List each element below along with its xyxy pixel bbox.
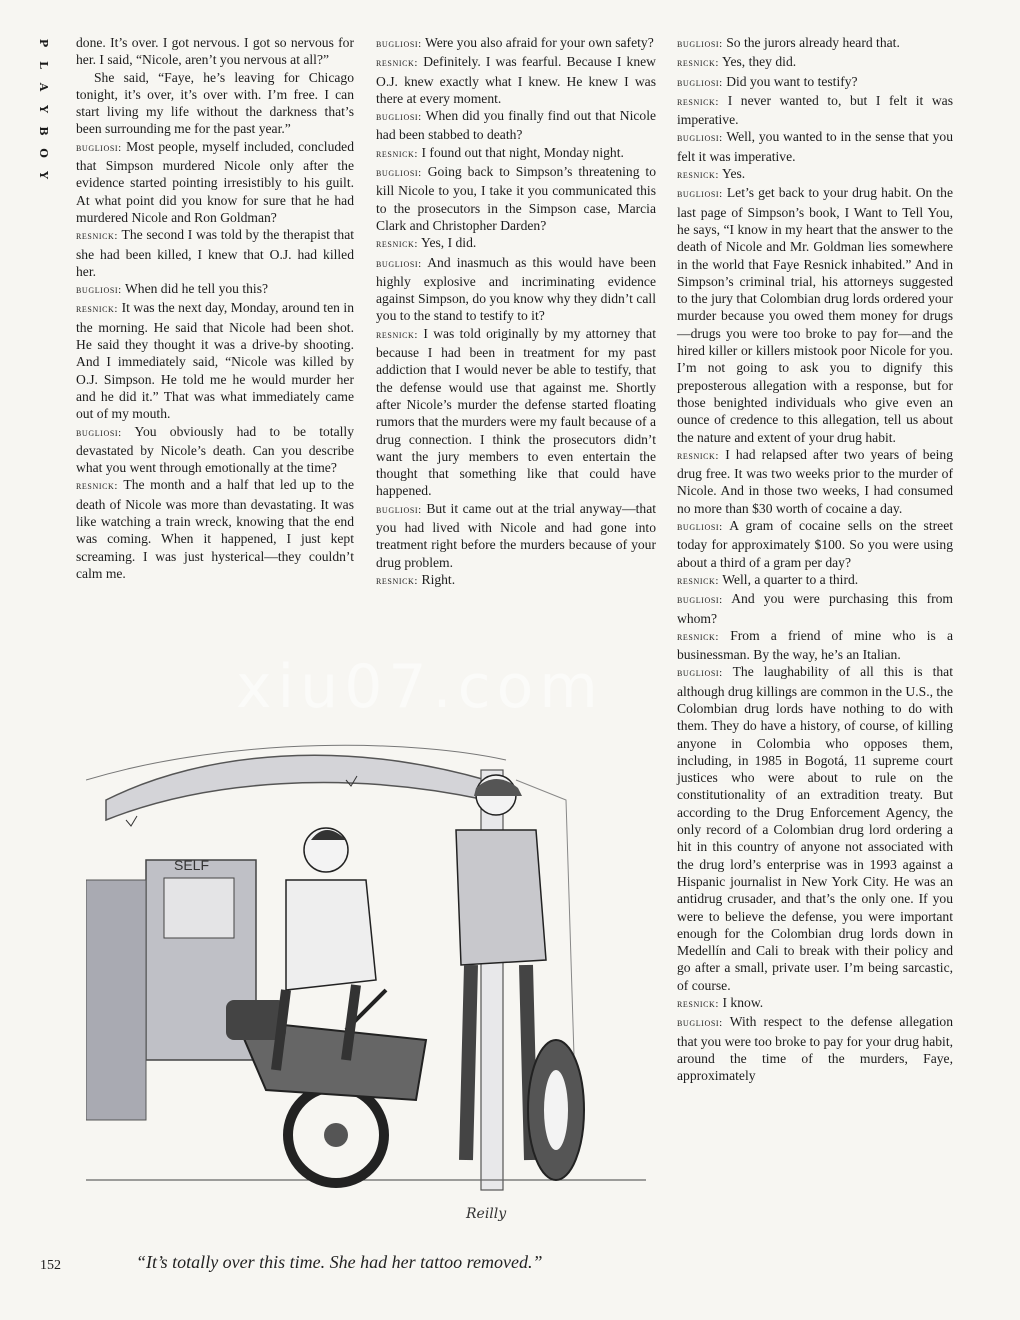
paragraph-text: She said, “Faye, he’s leaving for Chicago tonight, it’s over, it’s over with. I’m free. I can start living my life without the darkness that’s been surrounding me for the past year.”: [76, 69, 354, 137]
interview-paragraph: [76, 476, 354, 582]
interview-paragraph: [677, 663, 953, 994]
speaker-label: bugliosi:: [76, 426, 122, 439]
text-column-2: [376, 34, 656, 590]
magazine-name-letter: L: [37, 61, 50, 69]
interview-paragraph: [376, 571, 656, 590]
paragraph-text: From a friend of mine who is a businessman. By the way, he’s an Italian.: [677, 627, 953, 663]
speaker-label: bugliosi:: [677, 667, 723, 680]
paragraph-text: The month and a half that led up to the death of Nicole was more than devastating. It was like watching a train wreck, knowing that the end was coming. When it happened, I just kept screaming. I was just hysterical—they couldn’t calm me.: [76, 477, 354, 581]
paragraph-text: But it came out at the trial anyway—that you had lived with Nicole and had gone into treatment right before the murders because of your drug problem.: [376, 500, 657, 570]
paragraph-text: So the jurors already heard that.: [726, 35, 900, 50]
interview-paragraph: [677, 517, 953, 571]
interview-paragraph: [677, 34, 953, 53]
pump-sign-text: SELF: [174, 857, 210, 873]
magazine-name-letter: B: [37, 126, 50, 136]
speaker-label: resnick:: [677, 630, 720, 643]
speaker-label: bugliosi:: [677, 188, 723, 201]
interview-paragraph: [376, 53, 656, 107]
interview-paragraph: [677, 128, 953, 165]
interview-paragraph: [76, 299, 354, 422]
text-column-1: [76, 34, 354, 582]
speaker-label: resnick:: [76, 230, 119, 243]
interview-paragraph: [677, 446, 953, 517]
interview-paragraph: [376, 34, 656, 53]
speaker-label: resnick:: [677, 57, 720, 70]
interview-paragraph: [677, 994, 953, 1013]
speaker-label: bugliosi:: [76, 141, 122, 154]
cartoon-illustration: [86, 740, 658, 1230]
speaker-label: resnick:: [376, 328, 419, 341]
page-number: 152: [40, 1258, 61, 1273]
speaker-label: bugliosi:: [376, 38, 422, 50]
interview-paragraph: [677, 184, 953, 445]
magazine-name-letter: O: [37, 148, 50, 158]
paragraph-text: Definitely. I was fearful. Because I knew O.J. knew exactly what I knew. He knew I was there at every moment.: [376, 54, 656, 106]
paragraph-text: Going back to Simpson’s threatening to kill Nicole to you, I take it you communicated this to the prosecutors in the Simpson case, Marcia Clark and Christopher Darden?: [376, 164, 656, 233]
paragraph-text: The second I was told by the therapist that she had been killed, I knew that O.J. had killed her.: [76, 227, 355, 279]
speaker-label: bugliosi:: [376, 111, 422, 124]
speaker-label: bugliosi:: [376, 257, 422, 270]
interview-paragraph: [677, 53, 953, 72]
speaker-label: resnick:: [677, 95, 720, 108]
cartoon-caption: “It’s totally over this time. She had her tattoo removed.”: [136, 1252, 543, 1272]
speaker-label: resnick:: [677, 169, 720, 182]
interview-paragraph: [677, 73, 953, 92]
interview-paragraph: [677, 571, 953, 590]
interview-paragraph: [677, 165, 953, 184]
speaker-label: bugliosi:: [376, 503, 422, 516]
artist-signature: Reilly: [466, 1206, 507, 1222]
paragraph-text: Most people, myself included, concluded that Simpson murdered Nicole only after the evidence started pointing irresistibly to his guilt. At what point did you know for sure that he had murdered Nicole and Ron Goldman?: [76, 138, 354, 225]
paragraph-text: Did you want to testify?: [726, 73, 858, 89]
magazine-name-letter: P: [37, 38, 50, 48]
magazine-name-vertical: [36, 32, 50, 186]
speaker-label: bugliosi:: [677, 594, 723, 607]
interview-paragraph: [376, 325, 656, 500]
paragraph-text: I was told originally by my attorney that because I had been in treatment for my past addiction that I would never be able to testify, that the defense would use that against me. Shortly after Nicole’s murder the defense started floating rumors that the murders were my fault because of a drug connection. I think the prosecutors didn’t want the jury members to even entertain the thought that something like that could have happened.: [376, 325, 656, 499]
interview-paragraph: [677, 92, 953, 129]
speaker-label: bugliosi:: [677, 76, 723, 89]
interview-paragraph: [76, 138, 354, 226]
speaker-label: resnick:: [376, 147, 419, 160]
paragraph-text: I found out that night, Monday night.: [421, 144, 624, 160]
watermark-text: xiu07.com: [236, 652, 604, 722]
paragraph-text: I know.: [722, 995, 764, 1011]
paragraph-text: When did he tell you this?: [124, 281, 269, 297]
interview-paragraph: [76, 423, 354, 477]
speaker-label: resnick:: [76, 303, 119, 316]
interview-paragraph: [677, 590, 953, 627]
speaker-label: bugliosi:: [677, 1017, 723, 1030]
speaker-label: resnick:: [76, 480, 119, 493]
speaker-label: resnick:: [376, 238, 419, 251]
paragraph-text: It was the next day, Monday, around ten in the morning. He said that Nicole had been shot. He said they thought it was a drive-by shooting. And I immediately said, “Nicole was killed by O.J. Simpson. He told me he would murder her and he did it.” That was what immediately came out of my mouth.: [76, 300, 354, 422]
paragraph-text: I never wanted to, but I felt it was imperative.: [677, 92, 953, 128]
speaker-label: resnick:: [376, 574, 419, 587]
interview-paragraph: [376, 144, 656, 163]
interview-paragraph: [76, 226, 354, 280]
paragraph-text: And you were purchasing this from whom?: [677, 591, 953, 626]
interview-paragraph: [677, 1013, 953, 1084]
interview-paragraph: [76, 280, 354, 299]
interview-paragraph: [376, 254, 656, 325]
paragraph-text: Well, you wanted to in the sense that you felt it was imperative.: [677, 129, 953, 164]
interview-paragraph: [376, 500, 656, 571]
interview-paragraph: [76, 69, 354, 138]
paragraph-text: I had relapsed after two years of being drug free. It was two weeks prior to the murder of Nicole. And in those two weeks, I had consumed no more than $30 worth of cocaine a day.: [677, 446, 953, 516]
speaker-label: bugliosi:: [76, 284, 122, 297]
magazine-name-letter: Y: [37, 171, 50, 179]
magazine-name-letter: A: [37, 82, 50, 92]
magazine-name-letter: Y: [37, 105, 50, 113]
paragraph-text: Well, a quarter to a third.: [722, 571, 859, 587]
speaker-label: bugliosi:: [677, 38, 723, 50]
text-column-3: [677, 34, 953, 1085]
speaker-label: resnick:: [677, 574, 720, 587]
interview-paragraph: [677, 627, 953, 664]
interview-paragraph: [376, 107, 656, 144]
paragraph-text: And inasmuch as this would have been highly explosive and incriminating evidence against Simpson, do you know why they didn’t call you to the stand to testify to it?: [376, 254, 656, 324]
paragraph-text: Yes, I did.: [421, 235, 477, 251]
interview-paragraph: [376, 234, 656, 253]
paragraph-text: Yes, they did.: [722, 54, 797, 70]
speaker-label: bugliosi:: [677, 521, 723, 534]
paragraph-text: You obviously had to be totally devastated by Nicole’s death. Can you describe what you went through emotionally at the time?: [76, 423, 354, 476]
paragraph-text: The laughability of all this is that although drug killings are common in the U.S., the Colombian drug lords have nothing to do with them. They do have a history, of course, of killing anyone in Colombia who opposes them, including, in 1985 in Bogotá, 11 supreme court justices who were about to rule on the constitutionality of an extradition treaty. But according to the Drug Enforcement Agency, the only record of a Colombian drug lord ordering a hit in this country of anyone not associated with the drug lord’s enterprise was in 1993 against a Hispanic journalist in New York City. He was an antidrug crusader, and that’s the only one. If you were to believe the defense, you were important enough for the Colombian drug lords down in Medellín and Cali to break with their policy and go after a small, private user. I’m being sarcastic, of course.: [677, 664, 953, 993]
paragraph-text: With respect to the defense allegation that you were too broke to pay for your drug habit, around the time of the murders, Faye, approximately: [677, 1014, 953, 1084]
paragraph-text: Yes.: [722, 166, 746, 182]
speaker-label: bugliosi:: [376, 167, 422, 180]
paragraph-text: Let’s get back to your drug habit. On the last page of Simpson’s book, I Want to Tell You, he says, “I know in my heart that the answer to the death of Nicole and Mr. Goldman lies somewhere in the world that Faye Resnick inhabited.” And in Simpson’s criminal trial, his attorneys suggested to the jury that Colombian drug lords ordered your murder because you owed them money for drugs—drugs you were too broke to pay for—and the hired killer or killers mistook poor Nicole for you. I’m not going to ask you to dignify this preposterous allegation with a response, but for those benighted individuals who give even an ounce of credence to this allegation, tell us about the nature and extent of your drug habit.: [677, 185, 953, 445]
speaker-label: resnick:: [376, 57, 419, 70]
paragraph-text: A gram of cocaine sells on the street today for approximately $100. So you were using about a third of a gram per day?: [677, 518, 953, 570]
paragraph-text: When did you finally find out that Nicole had been stabbed to death?: [376, 108, 656, 143]
speaker-label: resnick:: [677, 998, 720, 1011]
interview-paragraph: [376, 163, 656, 234]
interview-paragraph: [76, 34, 354, 69]
speaker-label: resnick:: [677, 449, 720, 462]
paragraph-text: Were you also afraid for your own safety?: [424, 35, 654, 50]
paragraph-text: Right.: [421, 571, 456, 587]
paragraph-text: done. It’s over. I got nervous. I got so nervous for her. I said, “Nicole, aren’t you nervous at all?”: [76, 35, 354, 68]
speaker-label: bugliosi:: [677, 132, 723, 145]
